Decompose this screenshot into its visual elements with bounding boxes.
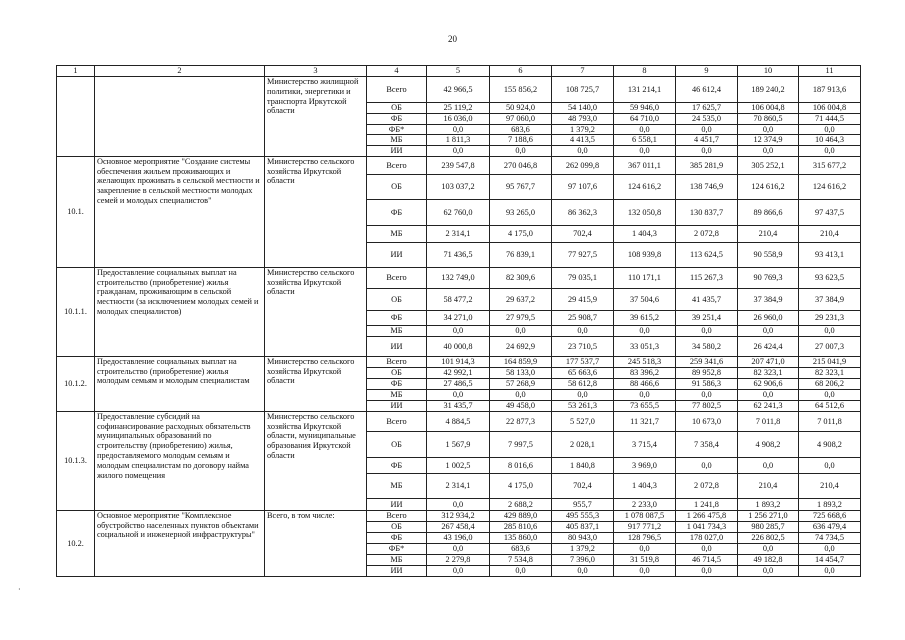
amount-cell: 93 265,0	[490, 199, 552, 225]
funding-source: ФБ	[367, 457, 427, 473]
amount-cell: 367 011,1	[614, 156, 676, 174]
amount-cell: 0,0	[738, 124, 799, 135]
amount-cell: 0,0	[552, 565, 614, 576]
amount-cell: 10 673,0	[676, 411, 738, 431]
amount-cell: 210,4	[799, 473, 861, 498]
measure-name	[95, 77, 265, 157]
amount-cell: 106 004,8	[799, 103, 861, 114]
amount-cell: 27 007,3	[799, 336, 861, 356]
amount-cell: 50 924,0	[490, 103, 552, 114]
amount-cell: 97 060,0	[490, 113, 552, 124]
amount-cell: 1 404,3	[614, 473, 676, 498]
amount-cell: 210,4	[799, 225, 861, 242]
amount-cell: 46 612,4	[676, 77, 738, 103]
amount-cell: 93 413,1	[799, 242, 861, 267]
amount-cell: 108 939,8	[614, 242, 676, 267]
amount-cell: 385 281,9	[676, 156, 738, 174]
funding-source: МБ	[367, 473, 427, 498]
measure-name: Основное мероприятие "Создание системы обеспечения жильем проживающих и желающих проживать в сельской местности и закрепление в сельской местности молодых семей и молодых специалистов"	[95, 156, 265, 267]
amount-cell: 1 893,2	[799, 498, 861, 510]
amount-cell: 0,0	[738, 543, 799, 554]
amount-cell: 187 913,6	[799, 77, 861, 103]
funding-source: ФБ	[367, 199, 427, 225]
amount-cell: 65 663,6	[552, 367, 614, 378]
funding-source: ОБ	[367, 521, 427, 532]
funding-source: ОБ	[367, 367, 427, 378]
amount-cell: 1 041 734,3	[676, 521, 738, 532]
measure-name: Предоставление социальных выплат на строительство (приобретение) жилья молодым семьям и молодым специалистам	[95, 356, 265, 411]
amount-cell: 58 477,2	[427, 288, 490, 310]
amount-cell: 0,0	[738, 565, 799, 576]
page-number: 20	[448, 34, 457, 44]
executor: Министерство сельского хозяйства Иркутской области	[265, 267, 367, 356]
measure-name: Предоставление социальных выплат на строительство (приобретение) жилья гражданам, проживающим в сельской местности (за исключением молодых семей и молодых специалистов)	[95, 267, 265, 356]
amount-cell: 1 840,8	[552, 457, 614, 473]
amount-cell: 58 133,0	[490, 367, 552, 378]
amount-cell: 725 668,6	[799, 510, 861, 521]
amount-cell: 267 458,4	[427, 521, 490, 532]
funding-source: МБ	[367, 325, 427, 336]
amount-cell: 0,0	[738, 457, 799, 473]
funding-source: ИИ	[367, 336, 427, 356]
amount-cell: 207 471,0	[738, 356, 799, 367]
amount-cell: 2 072,8	[676, 225, 738, 242]
executor: Министерство сельского хозяйства Иркутской области, муниципальные образования Иркутской области	[265, 411, 367, 510]
funding-source: ФБ*	[367, 124, 427, 135]
amount-cell: 3 715,4	[614, 431, 676, 457]
amount-cell: 2 688,2	[490, 498, 552, 510]
column-header: 7	[552, 66, 614, 77]
amount-cell: 135 860,0	[490, 532, 552, 543]
amount-cell: 1 002,5	[427, 457, 490, 473]
amount-cell: 7 396,0	[552, 554, 614, 565]
amount-cell: 37 384,9	[799, 288, 861, 310]
amount-cell: 64 710,0	[614, 113, 676, 124]
amount-cell: 7 011,8	[799, 411, 861, 431]
amount-cell: 0,0	[427, 325, 490, 336]
amount-cell: 83 396,2	[614, 367, 676, 378]
amount-cell: 82 323,1	[738, 367, 799, 378]
amount-cell: 2 233,0	[614, 498, 676, 510]
amount-cell: 683,6	[490, 543, 552, 554]
amount-cell: 3 969,0	[614, 457, 676, 473]
funding-source: ОБ	[367, 431, 427, 457]
amount-cell: 0,0	[427, 498, 490, 510]
funding-source: МБ	[367, 389, 427, 400]
funding-source: ФБ	[367, 113, 427, 124]
amount-cell: 259 341,6	[676, 356, 738, 367]
amount-cell: 7 534,8	[490, 554, 552, 565]
column-header: 3	[265, 66, 367, 77]
amount-cell: 71 444,5	[799, 113, 861, 124]
amount-cell: 0,0	[490, 565, 552, 576]
funding-source: Всего	[367, 510, 427, 521]
amount-cell: 177 537,7	[552, 356, 614, 367]
amount-cell: 124 616,2	[738, 174, 799, 199]
amount-cell: 0,0	[799, 146, 861, 157]
amount-cell: 1 404,3	[614, 225, 676, 242]
amount-cell: 210,4	[738, 225, 799, 242]
funding-source: ФБ	[367, 310, 427, 325]
amount-cell: 128 796,5	[614, 532, 676, 543]
amount-cell: 7 997,5	[490, 431, 552, 457]
amount-cell: 0,0	[676, 389, 738, 400]
amount-cell: 54 140,0	[552, 103, 614, 114]
amount-cell: 10 464,3	[799, 135, 861, 146]
amount-cell: 0,0	[799, 325, 861, 336]
amount-cell: 0,0	[799, 565, 861, 576]
amount-cell: 0,0	[676, 457, 738, 473]
amount-cell: 683,6	[490, 124, 552, 135]
amount-cell: 24 535,0	[676, 113, 738, 124]
table-row	[57, 356, 861, 367]
funding-source: ОБ	[367, 288, 427, 310]
amount-cell: 88 466,6	[614, 378, 676, 389]
amount-cell: 110 171,1	[614, 267, 676, 288]
amount-cell: 215 041,9	[799, 356, 861, 367]
funding-source: ИИ	[367, 146, 427, 157]
amount-cell: 0,0	[614, 565, 676, 576]
amount-cell: 980 285,7	[738, 521, 799, 532]
amount-cell: 131 214,1	[614, 77, 676, 103]
amount-cell: 26 424,4	[738, 336, 799, 356]
table-row	[57, 156, 861, 174]
amount-cell: 37 384,9	[738, 288, 799, 310]
amount-cell: 17 625,7	[676, 103, 738, 114]
amount-cell: 64 512,6	[799, 400, 861, 411]
amount-cell: 49 458,0	[490, 400, 552, 411]
amount-cell: 0,0	[799, 543, 861, 554]
amount-cell: 0,0	[614, 146, 676, 157]
amount-cell: 132 749,0	[427, 267, 490, 288]
amount-cell: 29 415,9	[552, 288, 614, 310]
amount-cell: 0,0	[490, 146, 552, 157]
amount-cell: 6 558,1	[614, 135, 676, 146]
column-header: 9	[676, 66, 738, 77]
amount-cell: 7 358,4	[676, 431, 738, 457]
funding-source: МБ	[367, 225, 427, 242]
amount-cell: 8 016,6	[490, 457, 552, 473]
amount-cell: 1 811,3	[427, 135, 490, 146]
table-row	[57, 77, 861, 103]
executor: Министерство сельского хозяйства Иркутской области	[265, 156, 367, 267]
executor: Министерство жилищной политики, энергетики и транспорта Иркутской области	[265, 77, 367, 157]
amount-cell: 34 271,0	[427, 310, 490, 325]
table-row	[57, 510, 861, 521]
amount-cell: 1 379,2	[552, 543, 614, 554]
amount-cell: 25 908,7	[552, 310, 614, 325]
amount-cell: 0,0	[552, 389, 614, 400]
amount-cell: 49 182,8	[738, 554, 799, 565]
amount-cell: 305 252,1	[738, 156, 799, 174]
amount-cell: 955,7	[552, 498, 614, 510]
amount-cell: 25 119,2	[427, 103, 490, 114]
measure-name: Основное мероприятие "Комплексное обустройство населенных пунктов объектами социальной и инженерной инфраструктуры"	[95, 510, 265, 576]
amount-cell: 97 437,5	[799, 199, 861, 225]
amount-cell: 0,0	[427, 146, 490, 157]
amount-cell: 23 710,5	[552, 336, 614, 356]
amount-cell: 11 321,7	[614, 411, 676, 431]
amount-cell: 270 046,8	[490, 156, 552, 174]
amount-cell: 4 451,7	[676, 135, 738, 146]
header-row	[57, 66, 861, 77]
amount-cell: 62 760,0	[427, 199, 490, 225]
amount-cell: 42 966,5	[427, 77, 490, 103]
amount-cell: 132 050,8	[614, 199, 676, 225]
amount-cell: 34 580,2	[676, 336, 738, 356]
item-number: 10.1.3.	[57, 411, 95, 510]
amount-cell: 1 379,2	[552, 124, 614, 135]
amount-cell: 210,4	[738, 473, 799, 498]
amount-cell: 429 889,0	[490, 510, 552, 521]
amount-cell: 0,0	[552, 325, 614, 336]
column-header: 6	[490, 66, 552, 77]
column-header: 10	[738, 66, 799, 77]
amount-cell: 70 860,5	[738, 113, 799, 124]
funding-source: Всего	[367, 156, 427, 174]
amount-cell: 0,0	[614, 389, 676, 400]
amount-cell: 113 624,5	[676, 242, 738, 267]
amount-cell: 12 374,9	[738, 135, 799, 146]
amount-cell: 0,0	[552, 146, 614, 157]
funding-source: ИИ	[367, 565, 427, 576]
column-header: 2	[95, 66, 265, 77]
column-header: 1	[57, 66, 95, 77]
measure-name: Предоставление субсидий на софинансирование расходных обязательств муниципальных образований по строительству (приобретению) жилья, предоставляемого молодым семьям и молодым специалистам по договору найма жилого помещения	[95, 411, 265, 510]
item-number: 10.1.	[57, 156, 95, 267]
funding-source: МБ	[367, 135, 427, 146]
amount-cell: 0,0	[490, 389, 552, 400]
amount-cell: 101 914,3	[427, 356, 490, 367]
amount-cell: 262 099,8	[552, 156, 614, 174]
amount-cell: 315 677,2	[799, 156, 861, 174]
amount-cell: 1 078 087,5	[614, 510, 676, 521]
amount-cell: 1 567,9	[427, 431, 490, 457]
amount-cell: 73 655,5	[614, 400, 676, 411]
executor: Всего, в том числе:	[265, 510, 367, 576]
amount-cell: 917 771,2	[614, 521, 676, 532]
amount-cell: 1 256 271,0	[738, 510, 799, 521]
amount-cell: 108 725,7	[552, 77, 614, 103]
amount-cell: 48 793,0	[552, 113, 614, 124]
amount-cell: 39 251,4	[676, 310, 738, 325]
amount-cell: 39 615,2	[614, 310, 676, 325]
amount-cell: 2 314,1	[427, 225, 490, 242]
table-row	[57, 411, 861, 431]
amount-cell: 4 908,2	[738, 431, 799, 457]
amount-cell: 31 435,7	[427, 400, 490, 411]
table-body	[57, 66, 861, 577]
amount-cell: 58 612,8	[552, 378, 614, 389]
amount-cell: 138 746,9	[676, 174, 738, 199]
amount-cell: 41 435,7	[676, 288, 738, 310]
amount-cell: 0,0	[738, 389, 799, 400]
amount-cell: 0,0	[676, 124, 738, 135]
amount-cell: 29 231,3	[799, 310, 861, 325]
amount-cell: 1 893,2	[738, 498, 799, 510]
table-row	[57, 267, 861, 288]
amount-cell: 82 323,1	[799, 367, 861, 378]
amount-cell: 79 035,1	[552, 267, 614, 288]
amount-cell: 189 240,2	[738, 77, 799, 103]
amount-cell: 46 714,5	[676, 554, 738, 565]
amount-cell: 16 036,0	[427, 113, 490, 124]
amount-cell: 33 051,3	[614, 336, 676, 356]
item-number: 10.1.2.	[57, 356, 95, 411]
funding-source: ФБ*	[367, 543, 427, 554]
amount-cell: 90 769,3	[738, 267, 799, 288]
amount-cell: 1 241,8	[676, 498, 738, 510]
amount-cell: 2 314,1	[427, 473, 490, 498]
amount-cell: 80 943,0	[552, 532, 614, 543]
amount-cell: 90 558,9	[738, 242, 799, 267]
amount-cell: 68 206,2	[799, 378, 861, 389]
executor: Министерство сельского хозяйства Иркутской области	[265, 356, 367, 411]
amount-cell: 0,0	[427, 565, 490, 576]
amount-cell: 312 934,2	[427, 510, 490, 521]
amount-cell: 4 884,5	[427, 411, 490, 431]
amount-cell: 0,0	[676, 146, 738, 157]
funding-source: ИИ	[367, 498, 427, 510]
amount-cell: 7 011,8	[738, 411, 799, 431]
amount-cell: 0,0	[614, 325, 676, 336]
funding-source: Всего	[367, 267, 427, 288]
margin-mark: ·	[18, 585, 21, 594]
funding-source: ИИ	[367, 400, 427, 411]
amount-cell: 31 519,8	[614, 554, 676, 565]
funding-source: Всего	[367, 77, 427, 103]
funding-table	[56, 65, 861, 577]
funding-source: ФБ	[367, 378, 427, 389]
amount-cell: 7 188,6	[490, 135, 552, 146]
amount-cell: 71 436,5	[427, 242, 490, 267]
amount-cell: 1 266 475,8	[676, 510, 738, 521]
amount-cell: 95 767,7	[490, 174, 552, 199]
amount-cell: 0,0	[614, 543, 676, 554]
amount-cell: 124 616,2	[614, 174, 676, 199]
amount-cell: 74 734,5	[799, 532, 861, 543]
column-header: 5	[427, 66, 490, 77]
amount-cell: 5 527,0	[552, 411, 614, 431]
amount-cell: 4 175,0	[490, 473, 552, 498]
item-number: 10.2.	[57, 510, 95, 576]
funding-source: Всего	[367, 411, 427, 431]
amount-cell: 702,4	[552, 225, 614, 242]
funding-source: Всего	[367, 356, 427, 367]
column-header: 4	[367, 66, 427, 77]
funding-source: ИИ	[367, 242, 427, 267]
amount-cell: 2 279,8	[427, 554, 490, 565]
amount-cell: 57 268,9	[490, 378, 552, 389]
amount-cell: 4 908,2	[799, 431, 861, 457]
amount-cell: 0,0	[490, 325, 552, 336]
amount-cell: 86 362,3	[552, 199, 614, 225]
amount-cell: 0,0	[614, 124, 676, 135]
amount-cell: 130 837,7	[676, 199, 738, 225]
amount-cell: 0,0	[427, 124, 490, 135]
funding-source: ОБ	[367, 174, 427, 199]
funding-source: ФБ	[367, 532, 427, 543]
amount-cell: 702,4	[552, 473, 614, 498]
amount-cell: 226 802,5	[738, 532, 799, 543]
funding-source: ОБ	[367, 103, 427, 114]
amount-cell: 76 839,1	[490, 242, 552, 267]
amount-cell: 2 028,1	[552, 431, 614, 457]
amount-cell: 29 637,2	[490, 288, 552, 310]
amount-cell: 26 960,0	[738, 310, 799, 325]
amount-cell: 0,0	[799, 457, 861, 473]
amount-cell: 0,0	[799, 389, 861, 400]
item-number: 10.1.1.	[57, 267, 95, 356]
amount-cell: 0,0	[738, 325, 799, 336]
amount-cell: 93 623,5	[799, 267, 861, 288]
amount-cell: 37 504,6	[614, 288, 676, 310]
amount-cell: 27 486,5	[427, 378, 490, 389]
amount-cell: 0,0	[676, 565, 738, 576]
amount-cell: 43 196,0	[427, 532, 490, 543]
amount-cell: 0,0	[676, 325, 738, 336]
amount-cell: 4 175,0	[490, 225, 552, 242]
amount-cell: 97 107,6	[552, 174, 614, 199]
amount-cell: 77 927,5	[552, 242, 614, 267]
amount-cell: 0,0	[427, 543, 490, 554]
amount-cell: 14 454,7	[799, 554, 861, 565]
funding-source: МБ	[367, 554, 427, 565]
amount-cell: 24 692,9	[490, 336, 552, 356]
amount-cell: 62 906,6	[738, 378, 799, 389]
amount-cell: 59 946,0	[614, 103, 676, 114]
amount-cell: 0,0	[799, 124, 861, 135]
amount-cell: 405 837,1	[552, 521, 614, 532]
column-header: 8	[614, 66, 676, 77]
item-number	[57, 77, 95, 157]
amount-cell: 245 518,3	[614, 356, 676, 367]
amount-cell: 106 004,8	[738, 103, 799, 114]
amount-cell: 115 267,3	[676, 267, 738, 288]
column-header: 11	[799, 66, 861, 77]
amount-cell: 285 810,6	[490, 521, 552, 532]
amount-cell: 82 309,6	[490, 267, 552, 288]
amount-cell: 178 027,0	[676, 532, 738, 543]
amount-cell: 636 479,4	[799, 521, 861, 532]
amount-cell: 4 413,5	[552, 135, 614, 146]
amount-cell: 62 241,3	[738, 400, 799, 411]
amount-cell: 103 037,2	[427, 174, 490, 199]
amount-cell: 89 866,6	[738, 199, 799, 225]
amount-cell: 22 877,3	[490, 411, 552, 431]
amount-cell: 164 859,9	[490, 356, 552, 367]
amount-cell: 91 586,3	[676, 378, 738, 389]
amount-cell: 53 261,3	[552, 400, 614, 411]
amount-cell: 0,0	[427, 389, 490, 400]
amount-cell: 42 992,1	[427, 367, 490, 378]
amount-cell: 239 547,8	[427, 156, 490, 174]
amount-cell: 0,0	[676, 543, 738, 554]
amount-cell: 495 555,3	[552, 510, 614, 521]
amount-cell: 89 952,8	[676, 367, 738, 378]
amount-cell: 0,0	[738, 146, 799, 157]
amount-cell: 155 856,2	[490, 77, 552, 103]
amount-cell: 27 979,5	[490, 310, 552, 325]
amount-cell: 124 616,2	[799, 174, 861, 199]
amount-cell: 40 000,8	[427, 336, 490, 356]
amount-cell: 77 802,5	[676, 400, 738, 411]
amount-cell: 2 072,8	[676, 473, 738, 498]
